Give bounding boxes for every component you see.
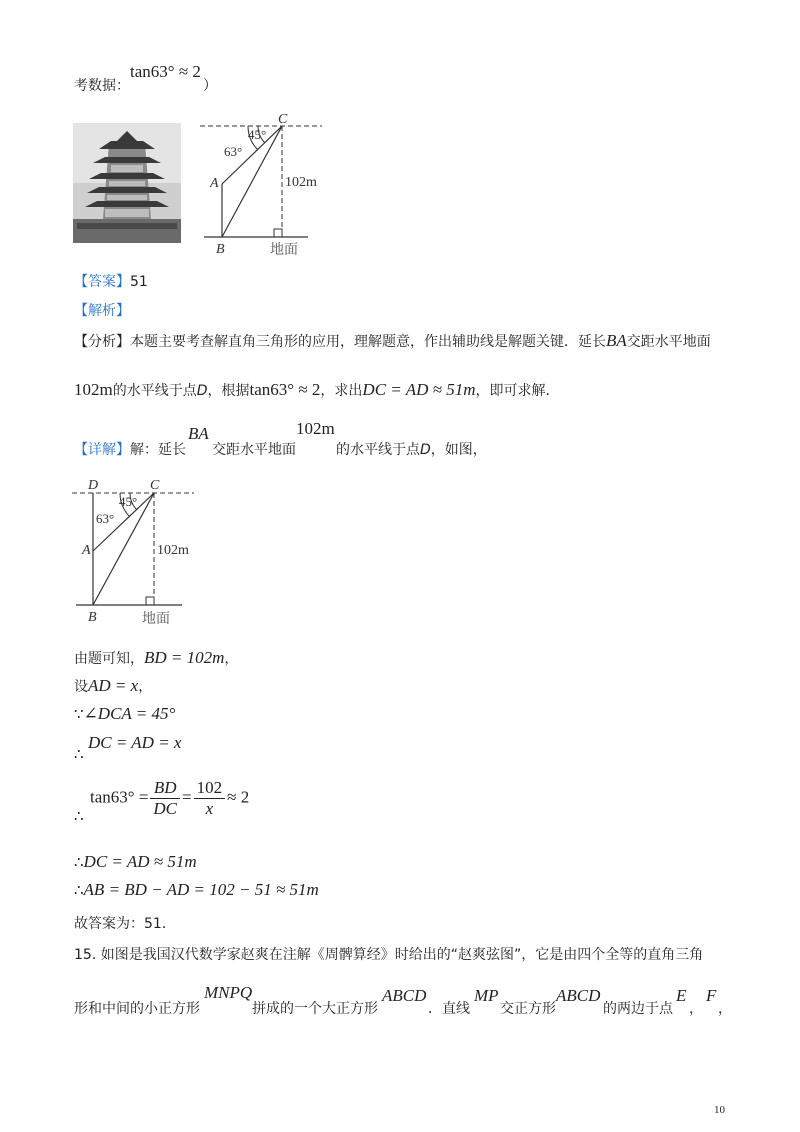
answer-value: 51 [130,274,148,290]
page-number: 10 [714,1104,725,1116]
analysis-dc-ad: DC = AD ≈ 51m [362,380,476,399]
fig1-label-a: A [210,176,219,191]
analysis-point-d: D [196,383,208,399]
q15-abcd-1: ABCD [382,986,427,1005]
fig2-label-d: D [88,478,99,493]
step2-text: 设 [74,679,88,695]
final-answer: 故答案为：51． [74,916,176,932]
fig1-label-b: B [216,242,225,257]
fig1-ground: 地面 [270,243,298,258]
detail-text-d: ，如图， [430,442,487,458]
analysis-text-2h: ，即可求解． [475,383,560,399]
analysis-tan: tan63° ≈ 2 [249,380,321,399]
fig1-height: 102m [285,175,317,190]
analysis-text-1b: 交距水平地面 [626,334,711,350]
step6-math: DC = AD ≈ 51m [83,852,197,871]
q15-abcd-2: ABCD [556,986,601,1005]
analysis-height: 102m [74,380,113,399]
solution-step-6 [74,852,197,872]
analysis-line-2 [74,380,559,400]
fig2-ground: 地面 [142,612,170,627]
fig2-label-a: A [82,543,91,558]
q15-comma-1: ， [689,1001,703,1017]
analysis-var-ba: BA [606,331,627,350]
analysis-text-2b: 的水平线于点 [112,383,197,399]
solution-step-7 [74,880,319,900]
analysis-heading: 【解析】 [74,303,130,319]
analysis-text-2f: ，求出 [320,383,363,399]
q15-point-e: E [676,986,687,1005]
frac2-den: x [205,799,214,818]
step2-math: AD = x [88,676,139,695]
analysis-text-1: 本题主要考查解直角三角形的应用，理解题意，作出辅助线是解题关键．延长 [130,334,606,350]
detail-text-c: 的水平线于点 [336,442,420,458]
therefore-symbol-2: ∴ [74,807,84,825]
step5-eq: = [182,787,192,807]
therefore-symbol-4: ∴ [74,881,84,899]
detail-text-a: 解：延长 [130,442,186,458]
step5-lead: tan63° = [90,787,149,807]
frac1-num: BD [150,778,180,799]
analysis-line-1 [74,331,711,351]
detail-text-b: 交距水平地面 [212,442,296,458]
fig2-angle-63: 63° [96,511,115,526]
q15-text-e: ．直线 [428,1001,470,1017]
reference-formula: tan63° ≈ 2 [130,62,201,81]
q15-comma-2: ， [718,1001,732,1017]
therefore-symbol-3: ∴ [74,853,84,871]
q15-mnpq: MNPQ [204,983,253,1002]
fraction-bd-dc [150,778,180,819]
reference-suffix: ） [203,78,217,94]
fig2-label-c: C [150,478,160,493]
answer-line [74,271,148,291]
fig1-angle-63: 63° [224,144,243,159]
q15-text-i: 的两边于点 [603,1001,673,1017]
q15-mp: MP [474,986,499,1005]
figure-2-diagram [66,475,206,630]
step1-text: 由题可知， [74,651,144,667]
frac1-den: DC [153,799,178,818]
q15-text-c: 拼成的一个大正方形 [252,1001,378,1017]
fig1-label-c: C [278,112,288,127]
detail-height: 102m [296,419,335,438]
answer-tag: 【答案】 [74,274,130,290]
q15-text-g: 交正方形 [500,1001,556,1017]
analysis-tag: 【分析】 [74,334,130,350]
step1-end: ， [224,651,239,667]
detail-var-d: D [420,442,431,458]
solution-step-5 [90,778,249,819]
detail-var-ba: BA [188,424,209,443]
solution-step-2 [74,676,152,696]
detail-line-1-end [336,439,487,459]
step5-tail: ≈ 2 [227,787,250,807]
step3-math: ∠DCA = 45° [83,704,176,723]
solution-step-3 [74,704,175,724]
fig2-angle-45: 45° [119,494,138,509]
step1-math: BD = 102m [144,648,225,667]
detail-tag: 【详解】 [74,442,130,458]
solution-step-1 [74,648,238,668]
step4-math: DC = AD = x [88,733,182,752]
therefore-symbol-1: ∴ [74,745,84,763]
detail-line-1 [74,439,186,459]
question-15-line-1: 15. 如图是我国汉代数学家赵爽在注解《周髀算经》时给出的“赵爽弦图”，它是由四个全等的直角三角 [74,947,704,963]
fig2-height: 102m [157,543,189,558]
analysis-text-2d: ，根据 [207,383,250,399]
q15-point-f: F [706,986,717,1005]
tower-photo [73,123,181,243]
fig1-angle-45: 45° [248,127,267,142]
because-symbol: ∵ [74,705,84,723]
q15-text-a: 形和中间的小正方形 [74,1001,200,1017]
frac2-num: 102 [194,778,226,799]
fraction-102-x [194,778,226,819]
reference-prefix: 考数据： [74,78,130,94]
step7-math: AB = BD − AD = 102 − 51 ≈ 51m [83,880,319,899]
fig2-label-b: B [88,610,97,625]
figure-1-diagram [198,108,328,260]
step2-end: ， [138,679,153,695]
